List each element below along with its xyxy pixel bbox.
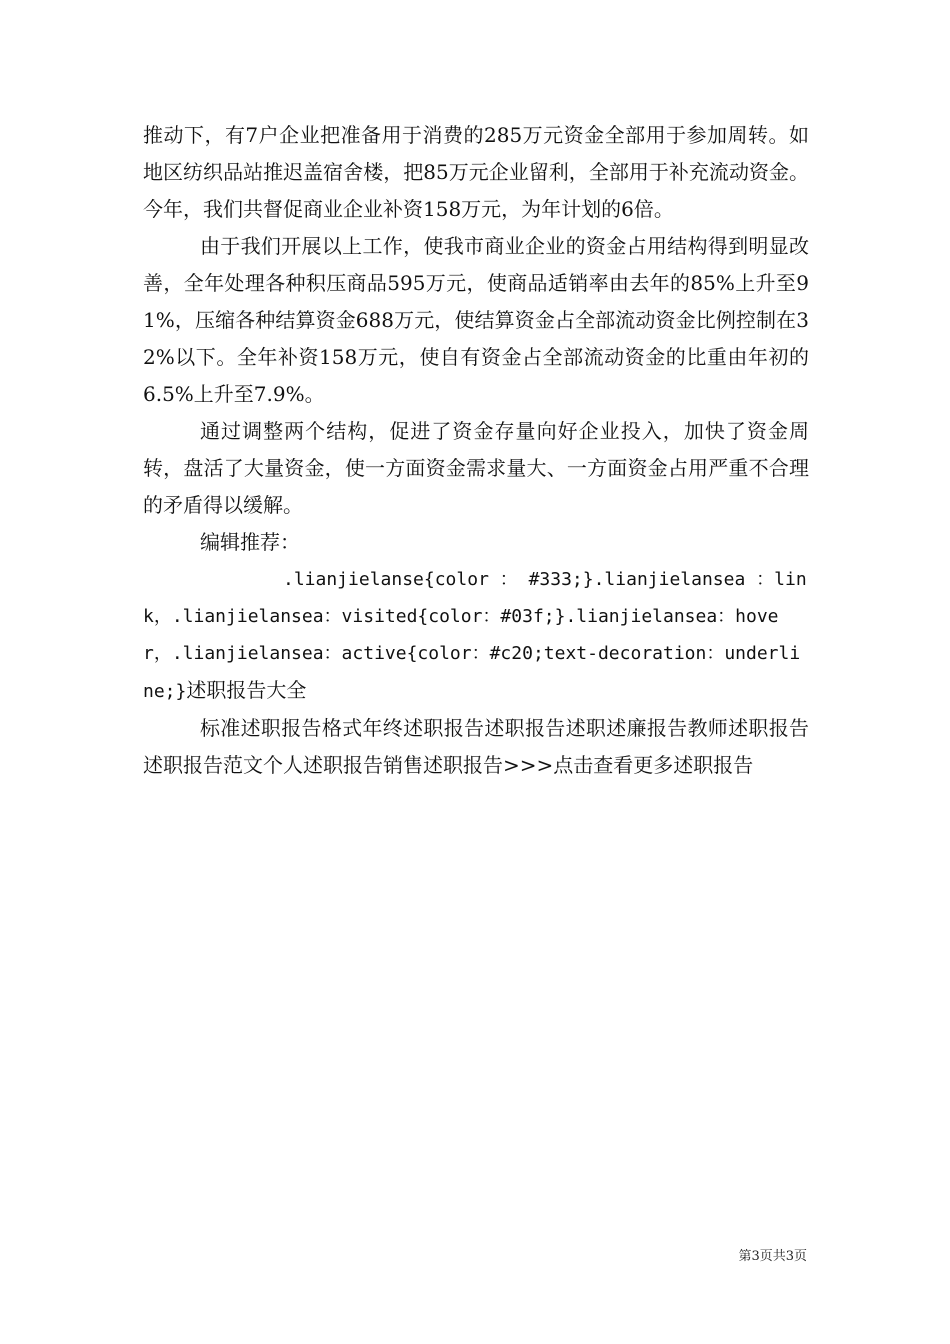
css-code-snippet — [143, 561, 809, 710]
page-number: 第3页共3页 — [738, 1249, 807, 1264]
document-body — [143, 117, 809, 784]
paragraph-2: 由于我们开展以上工作，使我市商业企业的资金占用结构得到明显改善，全年处理各种积压商品595万元，使商品适销率由去年的85%上升至91%，压缩各种结算资金688万元，使结算资金占全部流动资金比例控制在32%以下。全年补资158万元，使自有资金占全部流动资金的比重由年初的6.5%上升至7.9%。 — [143, 234, 809, 406]
css-code-text: .lianjielanse{color ： #333;}.lianjielansea ：link，.lianjielansea：visited{color：#03f;}.lianjielansea：hover，.lianjielansea：active{color：#c20;text-decoration：underline;} — [143, 569, 807, 702]
paragraph-3: 通过调整两个结构，促进了资金存量向好企业投入，加快了资金周转，盘活了大量资金，使一方面资金需求量大、一方面资金占用严重不合理的矛盾得以缓解。 — [143, 419, 809, 517]
related-links-paragraph[interactable]: 标准述职报告格式年终述职报告述职报告述职述廉报告教师述职报告述职报告范文个人述职报告销售述职报告>>>点击查看更多述职报告 — [143, 716, 809, 777]
report-collection-link[interactable]: 述职报告大全 — [186, 678, 307, 702]
editor-recommend-label: 编辑推荐： — [200, 530, 300, 554]
paragraph-1: 推动下，有7户企业把准备用于消费的285万元资金全部用于参加周转。如地区纺织品站推迟盖宿舍楼，把85万元企业留利，全部用于补充流动资金。今年，我们共督促商业企业补资158万元，为年计划的6倍。 — [143, 123, 809, 221]
